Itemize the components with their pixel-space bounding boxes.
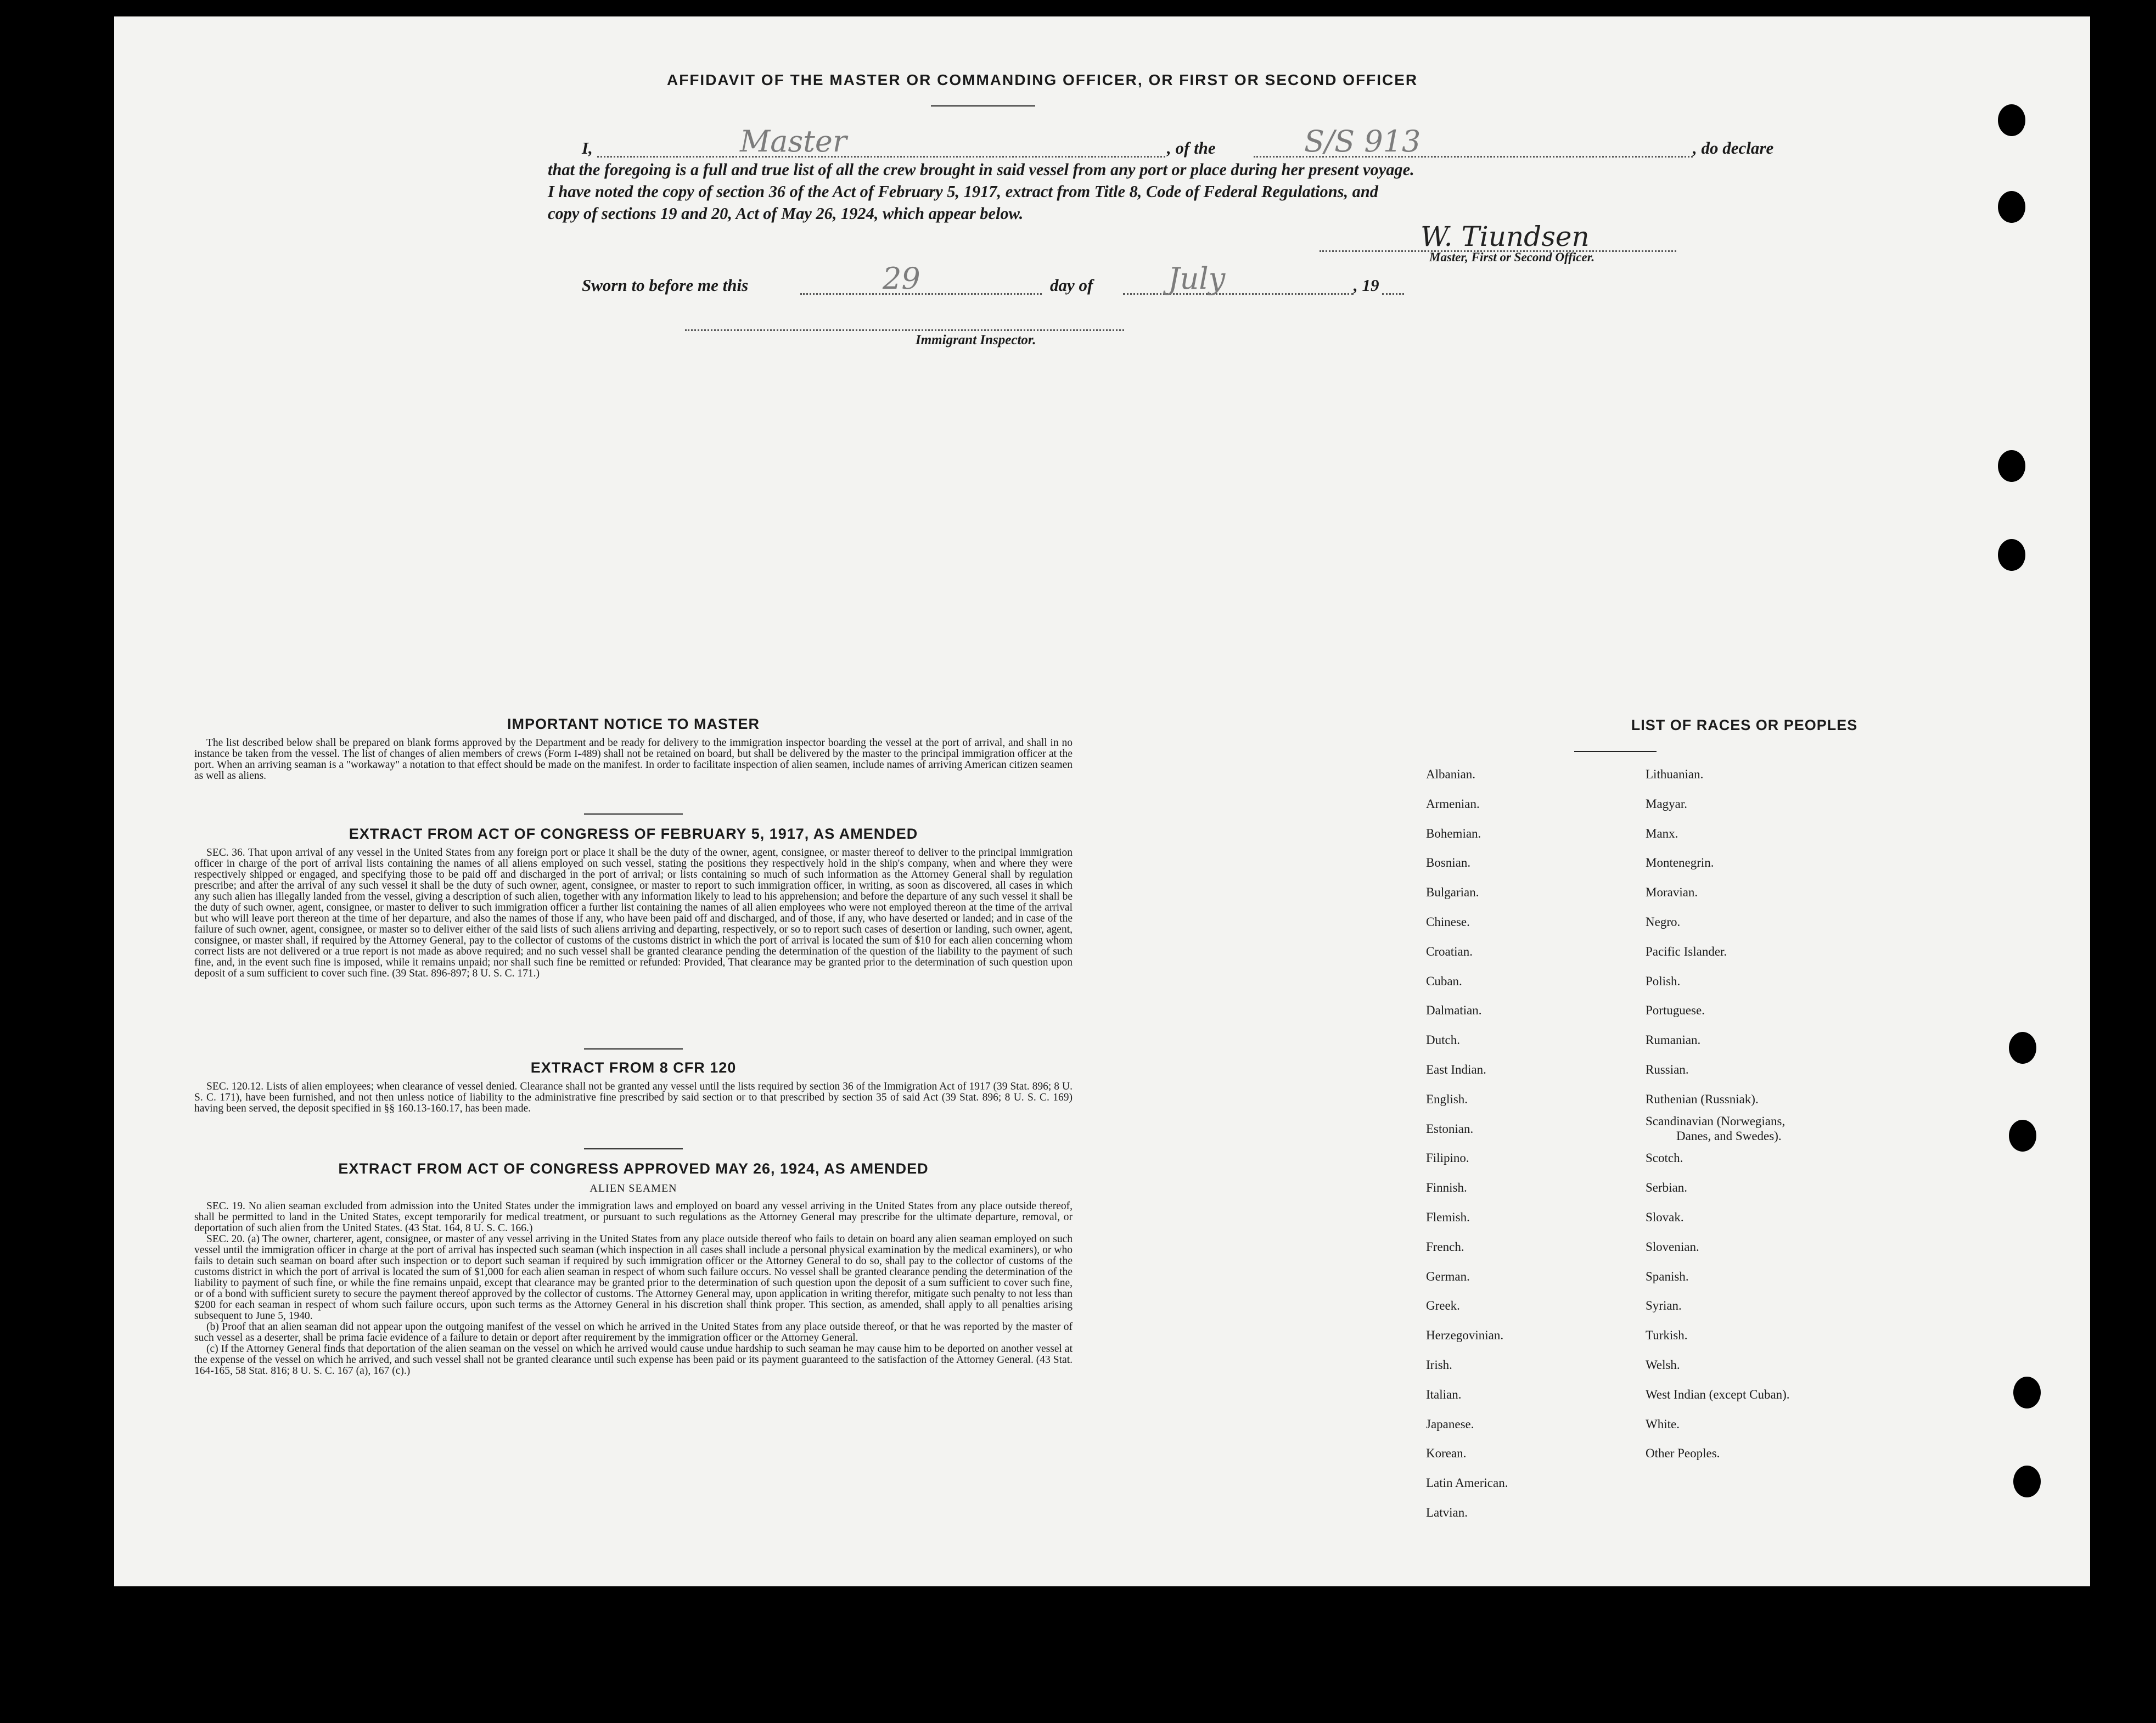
- race-item: Bosnian.: [1426, 856, 1471, 870]
- extract2-paragraph: SEC. 120.12. Lists of alien employees; when clearance of vessel denied. Clearance shall not be granted any vessel until the lists required by section 36 of the Immigration Act of 1917 (39 Stat. 896; 8 U. S. C. 171), have been furnished, and not then unless notice of liability to the administrative fine prescribed by said section or to that prescribed by section 35 of said Act (39 Stat. 896; 8 U. S. C. 169) having been served, the deposit specified in §§ 160.13-160.17, has been made.: [194, 1081, 1073, 1114]
- extract1-divider: [584, 1048, 683, 1049]
- race-item: Russian.: [1646, 1063, 1689, 1076]
- affidavit-line1-mid: , of the: [1167, 138, 1216, 158]
- race-item: Welsh.: [1646, 1358, 1680, 1372]
- race-item: Armenian.: [1426, 796, 1480, 811]
- race-item: Italian.: [1426, 1387, 1462, 1401]
- extract2-text: [194, 1081, 1073, 1114]
- race-item: Finnish.: [1426, 1181, 1467, 1195]
- binder-hole: [2013, 1377, 2041, 1408]
- binder-hole: [2013, 1466, 2041, 1497]
- race-item: Other Peoples.: [1646, 1446, 1720, 1461]
- race-item: Dutch.: [1426, 1033, 1460, 1047]
- handwritten-master-name: Master: [740, 124, 847, 159]
- extract1-title: EXTRACT FROM ACT OF CONGRESS OF FEBRUARY 5, 1917, AS AMENDED: [349, 826, 918, 842]
- race-item: Danes, and Swedes).: [1676, 1129, 1782, 1143]
- sworn-month-field: [1123, 293, 1354, 295]
- title-divider: [931, 105, 1035, 106]
- extract3-subtitle: ALIEN SEAMEN: [589, 1182, 677, 1194]
- race-item: Chinese.: [1426, 915, 1470, 929]
- race-item: Slovak.: [1646, 1210, 1684, 1224]
- extract3-paragraph: SEC. 19. No alien seaman excluded from admission into the United States under the immigration laws and employed on board any vessel arriving in the United States from any place outside thereof, shall be permitted to land in the United States, except temporarily for medical treatment, or pursuant to such regulations as the Attorney General may prescribe for the ultimate departure, removal, or deportation of such alien from the United States. (43 Stat. 164, 8 U. S. C. 166.): [194, 1200, 1073, 1234]
- handwritten-vessel-name: S/S 913: [1304, 124, 1421, 159]
- extract3-paragraph: (c) If the Attorney General finds that deportation of the alien seaman on the vessel on which he arrived would cause undue hardship to such seaman he may cause him to be deported on another vessel at the expense of the vessel on which he arrived, and such vessel shall not be granted clearance until such expense has been paid or its payment guaranteed to the satisfaction of the Attorney General. (43 Stat. 164-165, 58 Stat. 816; 8 U. S. C. 167 (a), 167 (c).): [194, 1343, 1073, 1377]
- race-item: French.: [1426, 1239, 1464, 1254]
- binder-hole: [1998, 450, 2025, 482]
- race-item: Cuban.: [1426, 974, 1462, 988]
- sworn-day-label: day of: [1050, 276, 1093, 295]
- race-item: Japanese.: [1426, 1417, 1474, 1431]
- binder-hole: [1998, 191, 2025, 223]
- race-item: Albanian.: [1426, 767, 1476, 781]
- race-item: Flemish.: [1426, 1210, 1470, 1224]
- race-item: Portuguese.: [1646, 1003, 1705, 1018]
- notice-paragraph: The list described below shall be prepared on blank forms approved by the Department and be ready for delivery to the immigration inspector boarding the vessel at the port of arrival, and shall in no instance be taken from the vessel. The list of changes of alien members of crews (Form I-489) shall not be retained on board, but shall be delivered by the master to the principal immigration officer at the port. When an arriving seaman is a "workaway" a notation to that effect should be made on the manifest. In order to facilitate inspection of alien seamen, include names of arriving American citizen seamen as well as aliens.: [194, 737, 1073, 782]
- affidavit-line1-prefix: I,: [582, 138, 593, 158]
- race-item: Bulgarian.: [1426, 885, 1479, 900]
- race-item: Croatian.: [1426, 944, 1473, 958]
- handwritten-day: 29: [883, 261, 920, 296]
- race-item: White.: [1646, 1417, 1680, 1431]
- race-item: Syrian.: [1646, 1299, 1682, 1313]
- race-item: East Indian.: [1426, 1063, 1486, 1076]
- affidavit-line4: copy of sections 19 and 20, Act of May 26, 1924, which appear below.: [548, 204, 1024, 223]
- handwritten-month: July: [1168, 261, 1226, 296]
- race-item: Pacific Islander.: [1646, 944, 1727, 958]
- affidavit-line3: I have noted the copy of section 36 of the Act of February 5, 1917, extract from Title 8, Code of Federal Regulations, and: [548, 182, 1378, 201]
- race-item: English.: [1426, 1092, 1468, 1106]
- notice-title: IMPORTANT NOTICE TO MASTER: [507, 716, 760, 732]
- race-item: Scandinavian (Norwegians,: [1646, 1114, 1786, 1129]
- notice-text: [194, 738, 1073, 782]
- race-item: Herzegovinian.: [1426, 1328, 1504, 1343]
- signature-caption: Master, First or Second Officer.: [1429, 250, 1595, 264]
- sworn-prefix: Sworn to before me this: [582, 276, 749, 295]
- race-item: Rumanian.: [1646, 1033, 1701, 1047]
- handwritten-signature: W. Tiundsen: [1421, 221, 1590, 252]
- race-item: Greek.: [1426, 1299, 1460, 1313]
- race-item: Irish.: [1426, 1358, 1452, 1372]
- race-item: Slovenian.: [1646, 1239, 1699, 1254]
- affidavit-line2: that the foregoing is a full and true list of all the crew brought in said vessel from any port or place during her present voyage.: [548, 160, 1414, 179]
- race-item: Polish.: [1646, 974, 1681, 988]
- race-item: Bohemian.: [1426, 826, 1481, 840]
- race-item: Magyar.: [1646, 796, 1688, 811]
- document-page: [114, 16, 2090, 1586]
- extract3-paragraph: (b) Proof that an alien seaman did not appear upon the outgoing manifest of the vessel on which he arrived in the United States from any place outside thereof, or that he was reported by the master of such vessel as a deserter, shall be prima facie evidence of a failure to detain or deport after requirement by the immigration officer or the Attorney General.: [194, 1321, 1073, 1344]
- affidavit-line1-suffix: , do declare: [1693, 138, 1774, 158]
- race-item: Filipino.: [1426, 1151, 1469, 1165]
- binder-hole: [2009, 1032, 2036, 1064]
- extract2-title: EXTRACT FROM 8 CFR 120: [530, 1059, 737, 1076]
- race-item: West Indian (except Cuban).: [1646, 1387, 1790, 1401]
- race-item: Negro.: [1646, 915, 1681, 929]
- race-item: Korean.: [1426, 1446, 1467, 1461]
- binder-hole: [1998, 104, 2025, 136]
- extract3-text: [194, 1201, 1073, 1377]
- race-item: Latvian.: [1426, 1506, 1468, 1519]
- race-item: Scotch.: [1646, 1151, 1683, 1165]
- sworn-year-prefix: , 19: [1354, 276, 1379, 295]
- race-item: Estonian.: [1426, 1121, 1474, 1136]
- extract1-paragraph: SEC. 36. That upon arrival of any vessel in the United States from any foreign port or place it shall be the duty of the owner, agent, consignee, or master thereof to deliver to the principal immigration officer in charge of the port of arrival lists containing the names of all aliens employed on such vessel, stating the positions they respectively hold in the ship's company, when and where they were respectively shipped or engaged, and specifying those to be paid off and discharged in the port of arrival; or lists containing so much of such information as the Attorney General shall by regulation prescribe; and after the arrival of any such vessel it shall be the duty of such owner, agent, consignee, or master to report to such immigration officer, in writing, as soon as discovered, all cases in which any such alien has illegally landed from the vessel, giving a description of such alien, together with any information likely to lead to his apprehension; and before the departure of any such vessel it shall be the duty of such owner, agent, consignee, or master to deliver to such immigration officer a further list containing the names of all alien employees who were not employed thereon at the time of the arrival but who will leave port thereon at the time of her departure, and also the names of those if any, who have been paid off and discharged, and of those, if any, who have deserted or landed; and in case of the failure of such owner, agent, consignee, or master so to deliver either of the said lists of such aliens arriving and departing, respectively, or so to report such cases of desertion or landing, such owner, agent, consignee, or master shall, if required by the Attorney General, pay to the collector of customs of the customs district in which the port of arrival is located the sum of $10 for each alien concerning whom correct lists are not delivered or a true report is not made as above required; and no such vessel shall be granted clearance pending the determination of the question of the liability to the payment of such fine, and, in the event such fine is imposed, while it remains unpaid; nor shall such fine be remitted or refunded: Provided, That clearance may be granted prior to the determination of such question upon deposit of a sum sufficient to cover such fine. (39 Stat. 896-897; 8 U. S. C. 171.): [194, 847, 1073, 979]
- race-item: Latin American.: [1426, 1476, 1508, 1490]
- races-divider: [1574, 751, 1657, 752]
- race-item: Manx.: [1646, 826, 1678, 840]
- extract3-title: EXTRACT FROM ACT OF CONGRESS APPROVED MAY 26, 1924, AS AMENDED: [338, 1160, 929, 1177]
- race-item: Ruthenian (Russniak).: [1646, 1092, 1759, 1106]
- race-item: German.: [1426, 1269, 1470, 1283]
- race-item: Montenegrin.: [1646, 856, 1714, 870]
- inspector-caption: Immigrant Inspector.: [916, 333, 1036, 347]
- race-item: Serbian.: [1646, 1181, 1688, 1195]
- binder-hole: [1998, 539, 2025, 571]
- affidavit-title: AFFIDAVIT OF THE MASTER OR COMMANDING OFFICER, OR FIRST OR SECOND OFFICER: [667, 71, 1418, 88]
- extract3-paragraph: SEC. 20. (a) The owner, charterer, agent, consignee, or master of any vessel arriving in the United States from any place outside thereof who fails to detain on board any alien seaman employed on such vessel until the immigration officer in charge at the port of arrival has inspected such seaman (which inspection in all cases shall include a personal physical examination by the medical examiners), or who fails to detain such seaman on board after such inspection or to deport such seaman if required by such immigration officer or the Attorney General to do so, shall pay to the collector of customs of the customs district in which the port of arrival is located the sum of $1,000 for each alien seaman in respect of whom such failure occurs. No vessel shall be granted clearance pending the determination of the liability to payment of such fine, or while the fine remains unpaid, except that clearance may be granted prior to the determination of such question upon the deposit of a sum sufficient to cover such fine, or of a bond with sufficient surety to secure the payment thereof approved by the collector of customs. The Attorney General may, upon application in writing therefor, mitigate such penalty to not less than $200 for each seaman in respect of whom such failure occurs, upon such terms as the Attorney General in his discretion shall think proper. This section, as amended, shall apply to all penalties arising subsequent to June 5, 1940.: [194, 1233, 1073, 1322]
- race-item: Dalmatian.: [1426, 1003, 1482, 1018]
- extract1-text: [194, 848, 1073, 979]
- binder-hole: [2009, 1120, 2036, 1152]
- sworn-day-field: [800, 293, 1042, 295]
- race-item: Turkish.: [1646, 1328, 1688, 1343]
- races-title: LIST OF RACES OR PEOPLES: [1631, 717, 1858, 733]
- master-name-field: [597, 156, 1165, 158]
- race-item: Spanish.: [1646, 1269, 1689, 1283]
- race-item: Lithuanian.: [1646, 767, 1704, 781]
- extract2-divider: [584, 1148, 683, 1149]
- inspector-signature-field: [685, 329, 1124, 331]
- race-item: Moravian.: [1646, 885, 1698, 900]
- notice-divider: [584, 813, 683, 815]
- sworn-year-field: [1382, 293, 1404, 295]
